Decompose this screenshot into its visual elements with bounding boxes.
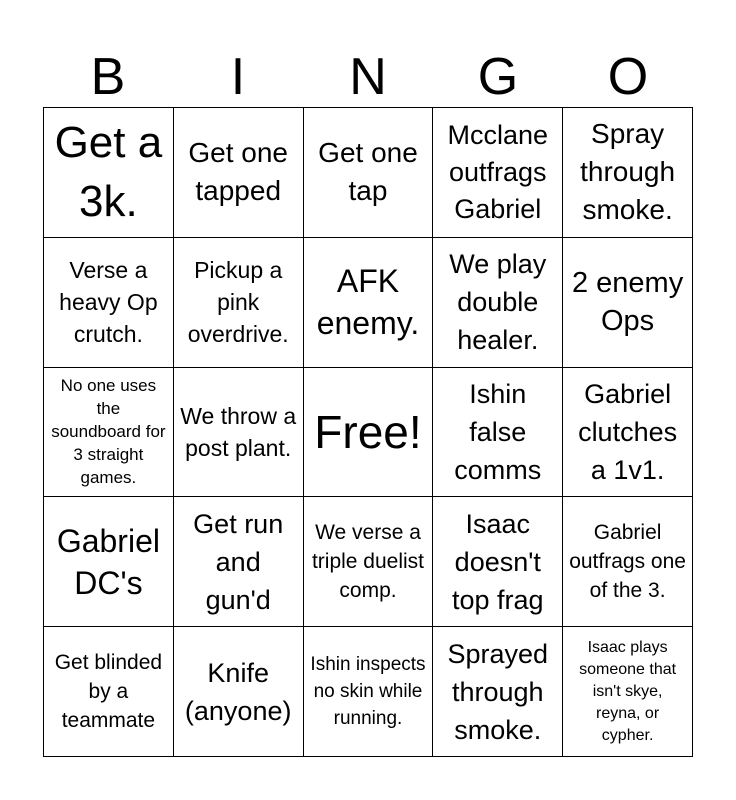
cell-text: Get run and gun'd xyxy=(193,508,284,615)
bingo-cell[interactable] xyxy=(433,108,563,238)
bingo-cell[interactable] xyxy=(174,497,304,627)
bingo-cell[interactable] xyxy=(563,368,693,498)
bingo-cell[interactable] xyxy=(304,497,434,627)
bingo-cell[interactable] xyxy=(433,497,563,627)
bingo-cell[interactable] xyxy=(44,368,174,498)
bingo-cell[interactable] xyxy=(563,108,693,238)
bingo-cell[interactable] xyxy=(174,238,304,368)
bingo-cell[interactable] xyxy=(563,238,693,368)
cell-text: Gabriel DC's xyxy=(56,522,160,601)
bingo-header xyxy=(43,46,693,108)
bingo-cell[interactable] xyxy=(433,238,563,368)
bingo-cell[interactable] xyxy=(44,238,174,368)
cell-text: Sprayed through smoke. xyxy=(447,638,549,745)
header-letter-i: I xyxy=(230,48,246,106)
header-letter-n: N xyxy=(349,48,387,106)
bingo-cell[interactable] xyxy=(44,108,174,238)
bingo-cell[interactable] xyxy=(174,627,304,757)
bingo-cell[interactable] xyxy=(433,627,563,757)
cell-text: Gabriel outfrags one of the 3. xyxy=(569,521,686,603)
bingo-cell[interactable] xyxy=(174,368,304,498)
cell-text: Verse a heavy Op crutch. xyxy=(59,257,158,348)
cell-text: We play double healer. xyxy=(449,249,547,356)
bingo-cell[interactable] xyxy=(563,627,693,757)
bingo-cell[interactable] xyxy=(304,238,434,368)
cell-text: Mcclane outfrags Gabriel xyxy=(447,119,549,224)
bingo-cell[interactable] xyxy=(174,108,304,238)
cell-text: Ishin false comms xyxy=(454,378,542,485)
cell-text: We throw a post plant. xyxy=(180,402,297,461)
cell-text: Pickup a pink overdrive. xyxy=(187,257,289,348)
header-letter-o: O xyxy=(607,48,649,106)
cell-text: No one uses the soundboard for 3 straight games. xyxy=(51,376,166,488)
cell-text: Get one tapped xyxy=(188,137,289,207)
cell-text: Isaac doesn't top frag xyxy=(452,508,544,615)
bingo-cell[interactable] xyxy=(44,627,174,757)
header-letter-b: B xyxy=(90,48,126,106)
cell-text: AFK enemy. xyxy=(316,263,420,342)
cell-text: Get blinded by a teammate xyxy=(54,651,163,733)
bingo-cell[interactable] xyxy=(44,497,174,627)
bingo-cell[interactable] xyxy=(563,497,693,627)
cell-text: Isaac plays someone that isn't skye, reyna, or cypher. xyxy=(579,638,677,744)
cell-text: Gabriel clutches a 1v1. xyxy=(578,378,678,485)
cell-text: Knife (anyone) xyxy=(184,657,292,726)
bingo-cell[interactable] xyxy=(304,108,434,238)
cell-text: We verse a triple duelist comp. xyxy=(311,521,425,603)
cell-text: Get one tap xyxy=(318,137,418,207)
bingo-cell[interactable] xyxy=(304,368,434,498)
header-letter-g: G xyxy=(477,48,519,106)
cell-text: Ishin inspects no skin while running. xyxy=(310,654,426,730)
bingo-cell[interactable] xyxy=(433,368,563,498)
cell-text: 2 enemy Ops xyxy=(571,267,684,338)
bingo-cell[interactable] xyxy=(304,627,434,757)
cell-text: Spray through smoke. xyxy=(580,118,676,226)
free-space: Free! xyxy=(314,405,422,458)
bingo-board xyxy=(43,107,693,757)
cell-text: Get a 3k. xyxy=(54,118,163,227)
